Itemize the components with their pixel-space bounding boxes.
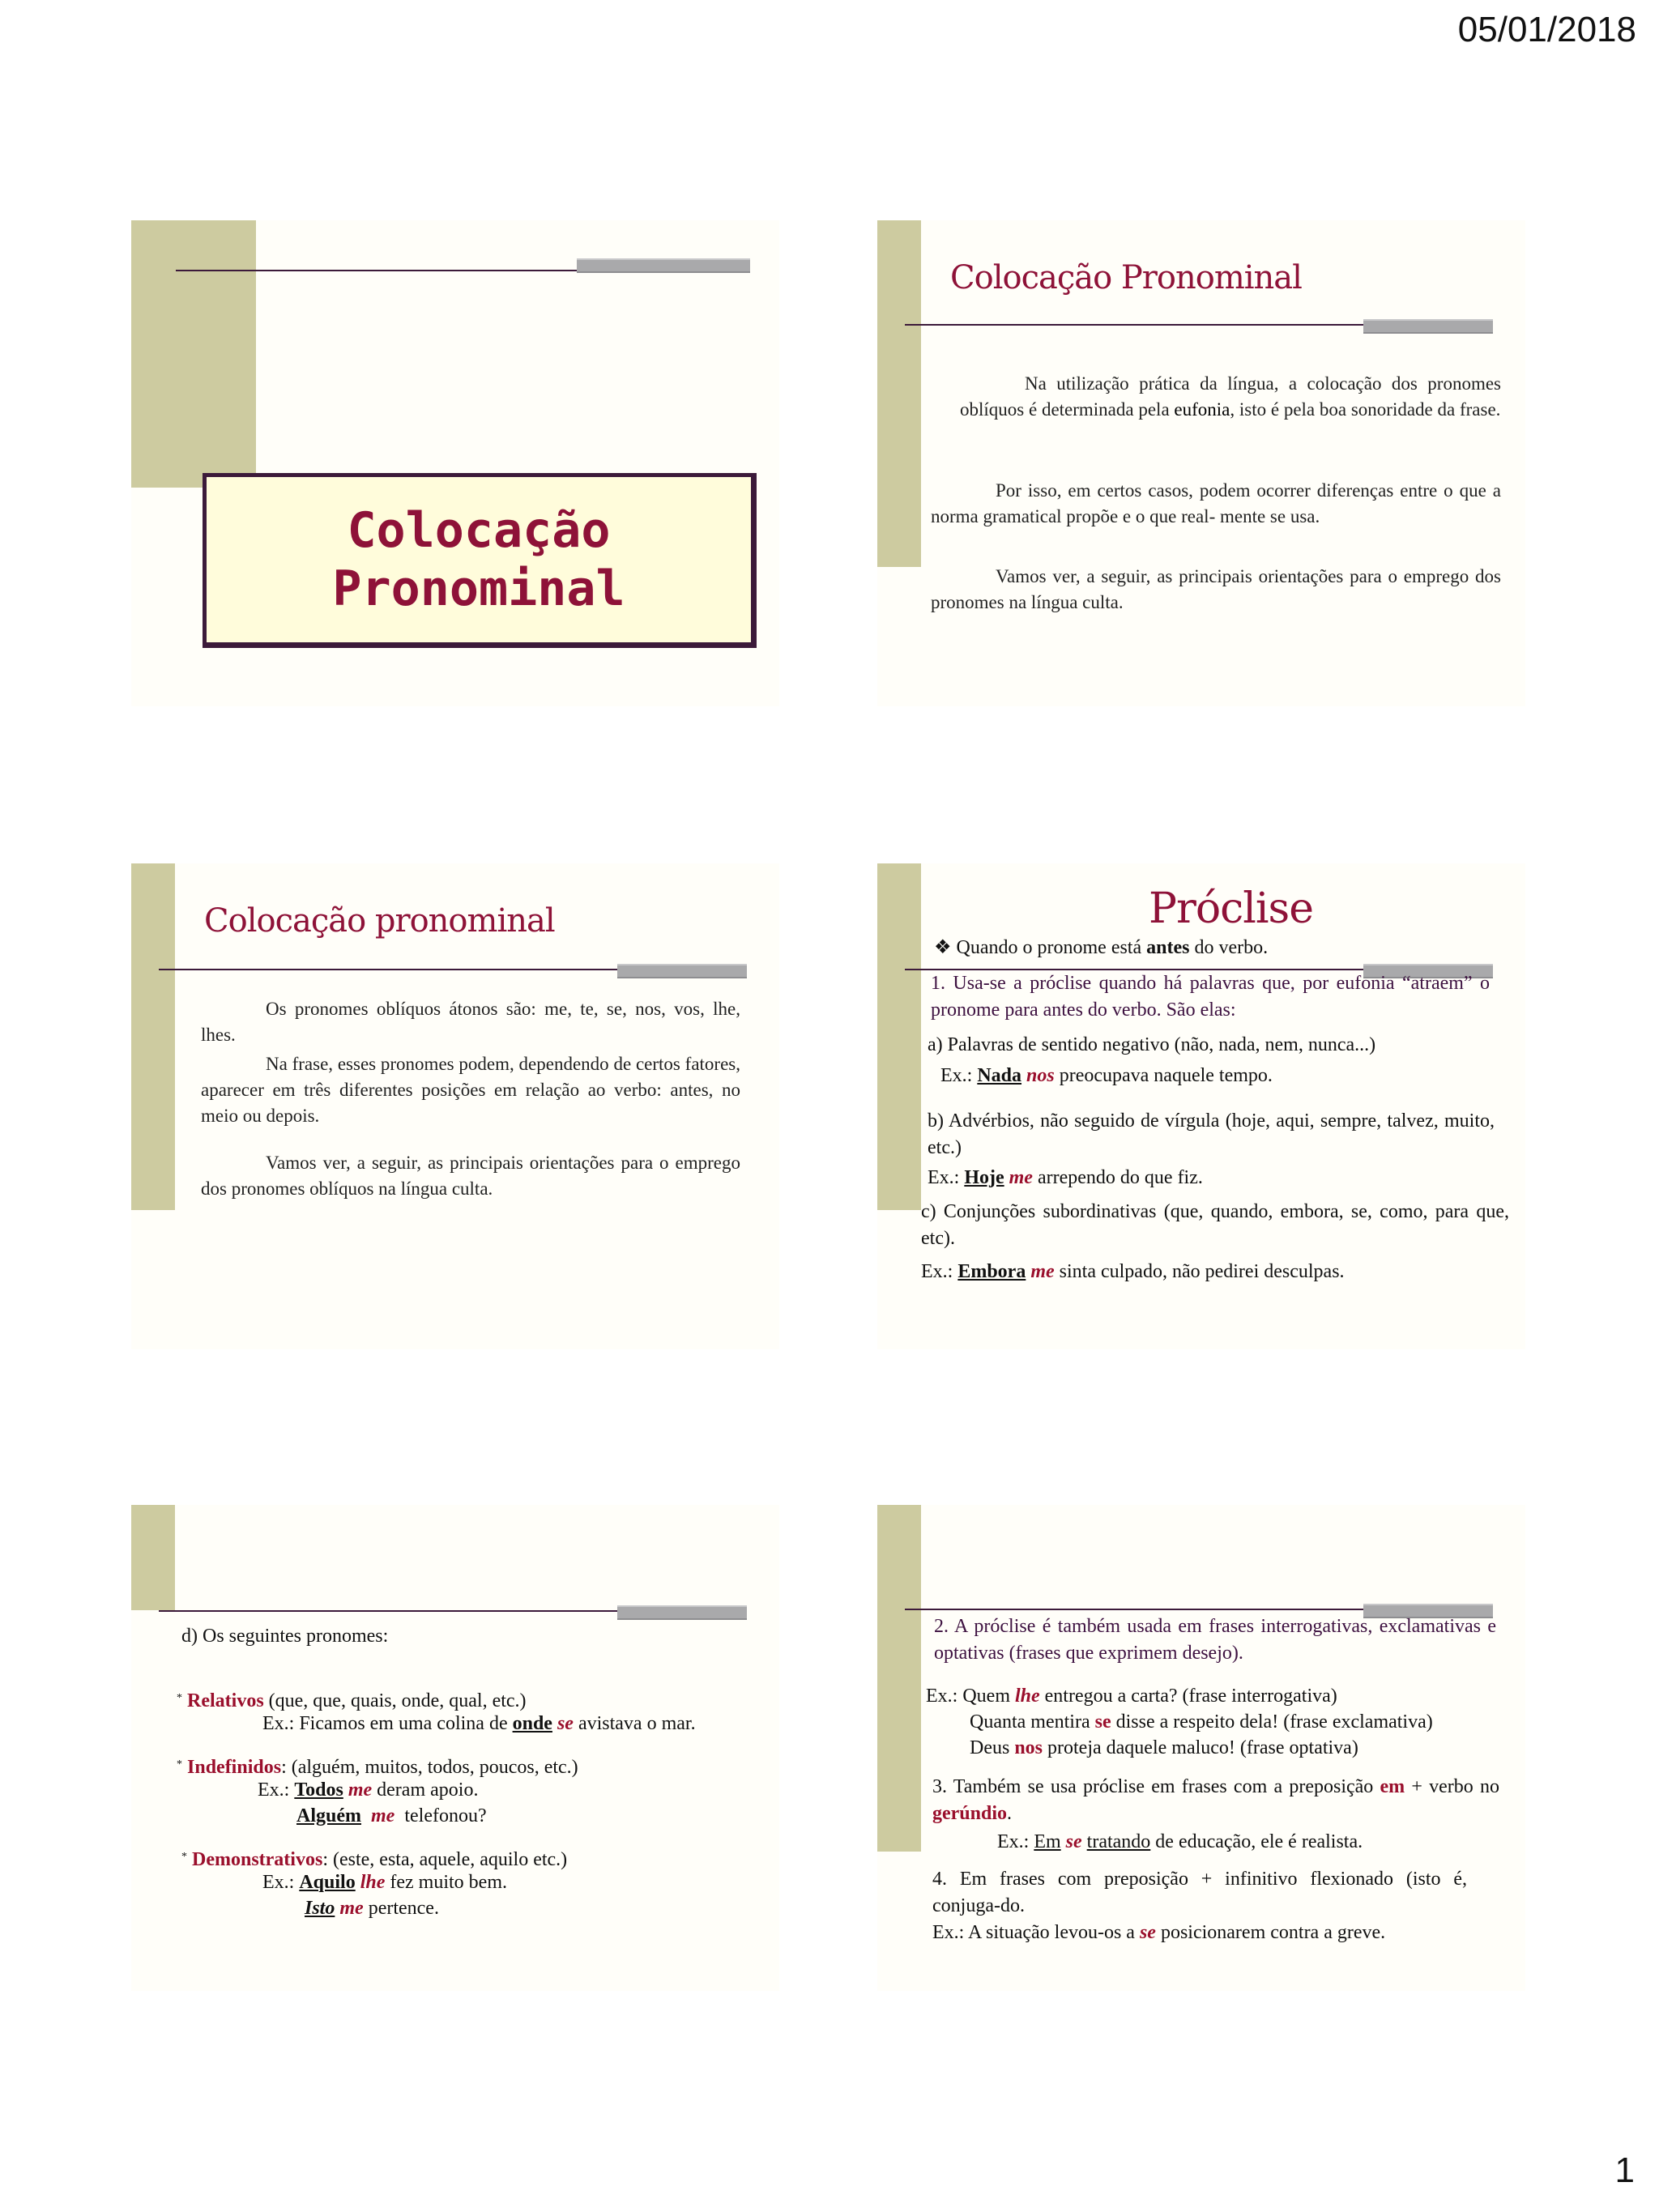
slide-gray-bar [617,964,747,978]
rule-3-text-end: . [1007,1803,1013,1824]
slide-gray-bar [577,258,750,273]
p1-keyword: eufonia [1174,399,1230,420]
example-prefix: Ex.: [997,1831,1034,1852]
example-rest: arrependo do que fiz. [1032,1167,1203,1188]
slide-title: Próclise [1149,884,1313,933]
example-pronoun: me [348,1779,373,1801]
slide-title [292,501,665,618]
example-prefix: Ex.: [262,1872,300,1893]
example-rest: preocupava naquele tempo. [1054,1065,1273,1086]
star-bullet-icon: * [181,1851,187,1863]
example-rest: disse a respeito dela! (frase exclamativa) [1111,1711,1433,1733]
demonstrativos-label: Demonstrativos [192,1849,323,1870]
p2-text: Na frase, esses pronomes podem, dependendo de certos fatores, aparecer em três diferentes posições em relação ao verbo: antes, no meio ou depois. [201,1054,740,1126]
example-word: tratando [1086,1831,1151,1852]
slide-gray-bar [1363,319,1493,334]
item-b-example [928,1165,1203,1191]
p2-text: Por isso, em certos casos, podem ocorrer diferenças entre o que a norma gramatical propõe e o que real- mente se usa. [931,480,1501,526]
page-date: 05/01/2018 [1457,10,1636,49]
example-prefix: Ex.: [921,1261,958,1282]
example-prefix: Quanta mentira [970,1711,1095,1733]
example-word: onde [512,1713,552,1734]
paragraph-2 [931,478,1501,530]
example-pronoun: se [557,1713,574,1734]
example-pronoun: nos [1026,1065,1055,1086]
example-prefix: Ex.: Quem [926,1686,1015,1707]
example-pronoun: lhe [360,1872,386,1893]
slide-sidebar [131,863,175,1210]
example-prefix: Deus [970,1737,1015,1758]
item-c-example [921,1259,1345,1285]
example-prefix: Ex.: [928,1167,965,1188]
demonstrativos-example-2 [305,1895,439,1922]
bullet-text: Quando o pronome está [956,937,1147,958]
example-word: Aquilo [299,1872,356,1893]
title-line-1: Colocação [347,502,611,559]
example-rest: posicionarem contra a greve. [1155,1922,1386,1943]
paragraph-3 [931,564,1501,616]
example-pronoun: nos [1014,1737,1043,1758]
slide-6 [877,1505,1525,1991]
example-pronoun: lhe [1014,1686,1040,1707]
example-prefix: Ex.: [258,1779,295,1801]
example-pronoun: me [1009,1167,1033,1188]
title-box [203,473,757,648]
example-word: Embora [957,1261,1026,1282]
indefinidos-label: Indefinidos [187,1757,282,1778]
item-c: c) Conjunções subordinativas (que, quando, embora, se, como, para que, etc). [921,1201,1509,1249]
item-b: b) Advérbios, não seguido de vírgula (hoje, aqui, sempre, talvez, muito, etc.) [928,1110,1495,1158]
slide-sidebar [131,1505,175,1610]
example-rest: telefonou? [399,1805,487,1826]
demonstrativos-list: : (este, esta, aquele, aquilo etc.) [322,1849,568,1870]
example-pronoun: me [339,1898,364,1919]
example-prefix: Ex.: A situação levou-os a [932,1922,1140,1943]
example-prefix: Ex.: Ficamos em uma colina de [262,1713,513,1734]
slide-3 [131,863,779,1349]
demonstrativos-example-1 [262,1869,507,1896]
intro-text: d) Os seguintes pronomes: [181,1626,389,1647]
rule-3-text-mid: + verbo no [1405,1776,1499,1797]
example-rest: de educação, ele é realista. [1150,1831,1363,1852]
slide-1 [131,220,779,706]
example-rest: proteja daquele maluco! (frase optativa) [1043,1737,1358,1758]
example-word: Hoje [964,1167,1004,1188]
example-pronoun: me [1030,1261,1055,1282]
example-word: Todos [294,1779,343,1801]
slide-sidebar [877,220,921,567]
indefinidos-example-2 [296,1803,487,1830]
slide-4 [877,863,1525,1349]
example-word: Isto [305,1898,335,1919]
rule-1: 1. Usa-se a próclise quando há palavras que, por eufonia “atraem” o pronome para antes do verbo. São elas: [931,973,1490,1021]
slide-sidebar [131,220,256,488]
rule-2-example-2 [970,1709,1433,1736]
p1-text: Na utilização prática da língua, a colocação dos pronomes oblíquos é determinada pela [960,373,1501,420]
diamond-bullet-icon: ❖ [934,937,952,958]
indefinidos-example-1 [258,1777,478,1804]
relativos-example [262,1711,696,1737]
title-line-2: Pronominal [332,560,625,617]
rule-2: 2. A próclise é também usada em frases interrogativas, exclamativas e optativas (frases que exprimem desejo). [934,1616,1496,1664]
example-rest: entregou a carta? (frase interrogativa) [1039,1686,1337,1707]
page-number: 1 [1614,2150,1635,2190]
rule-3-example [997,1829,1363,1856]
item-a-example [940,1063,1273,1089]
example-rest: deram apoio. [372,1779,479,1801]
rule-4-example [932,1920,1385,1946]
paragraph-2 [201,1051,740,1129]
slide-5 [131,1505,779,1991]
p3-text: Vamos ver, a seguir, as principais orientações para o emprego dos pronomes oblíquos na língua culta. [201,1153,740,1199]
example-rest: fez muito bem. [385,1872,507,1893]
rule-3-text: 3. Também se usa próclise em frases com a preposição [932,1776,1380,1797]
bullet-text-end: do verbo. [1189,937,1269,958]
example-em: Em [1034,1831,1061,1852]
example-pronoun: se [1094,1711,1111,1733]
slide-2 [877,220,1525,706]
relativos-label: Relativos [187,1690,264,1711]
slide-title: Colocação pronominal [204,902,555,940]
example-word: Nada [977,1065,1022,1086]
example-pronoun: se [1139,1922,1156,1943]
p3-text: Vamos ver, a seguir, as principais orientações para o emprego dos pronomes na língua culta. [931,566,1501,612]
example-rest: avistava o mar. [573,1713,696,1734]
example-rest: sinta culpado, não pedirei desculpas. [1054,1261,1345,1282]
rule-4: 4. Em frases com preposição + infinitivo flexionado (isto é, conjuga-do. [932,1869,1467,1916]
example-prefix: Ex.: [940,1065,978,1086]
rule-2-example-1 [926,1683,1337,1710]
rule-2-example-3 [970,1735,1358,1762]
example-pronoun: se [1065,1831,1082,1852]
paragraph-1 [960,371,1501,423]
bullet-item [934,935,1268,961]
slide-sidebar [877,1505,921,1852]
example-word: Alguém [296,1805,361,1826]
paragraph-1 [201,996,740,1048]
example-pronoun: me [371,1805,395,1826]
star-bullet-icon: * [177,1758,182,1771]
rule-3-gerund: gerúndio [932,1803,1008,1824]
p1-text: Os pronomes oblíquos átonos são: me, te, se, nos, vos, lhe, lhes. [201,999,740,1045]
star-bullet-icon: * [177,1692,182,1704]
indefinidos-list: : (alguém, muitos, todos, poucos, etc.) [281,1757,578,1778]
example-rest: pertence. [363,1898,439,1919]
paragraph-3 [201,1150,740,1202]
slide-gray-bar [617,1605,747,1620]
p1-text-end: , isto é pela boa sonoridade da frase. [1230,399,1501,420]
rule-3 [932,1774,1499,1827]
slide-sidebar [877,863,921,1210]
item-a: a) Palavras de sentido negativo (não, nada, nem, nunca...) [928,1034,1376,1055]
slide-title: Colocação Pronominal [950,259,1302,296]
rule-3-em: em [1380,1776,1405,1797]
bullet-bold: antes [1146,937,1190,958]
relativos-list: (que, que, quais, onde, qual, etc.) [263,1690,527,1711]
